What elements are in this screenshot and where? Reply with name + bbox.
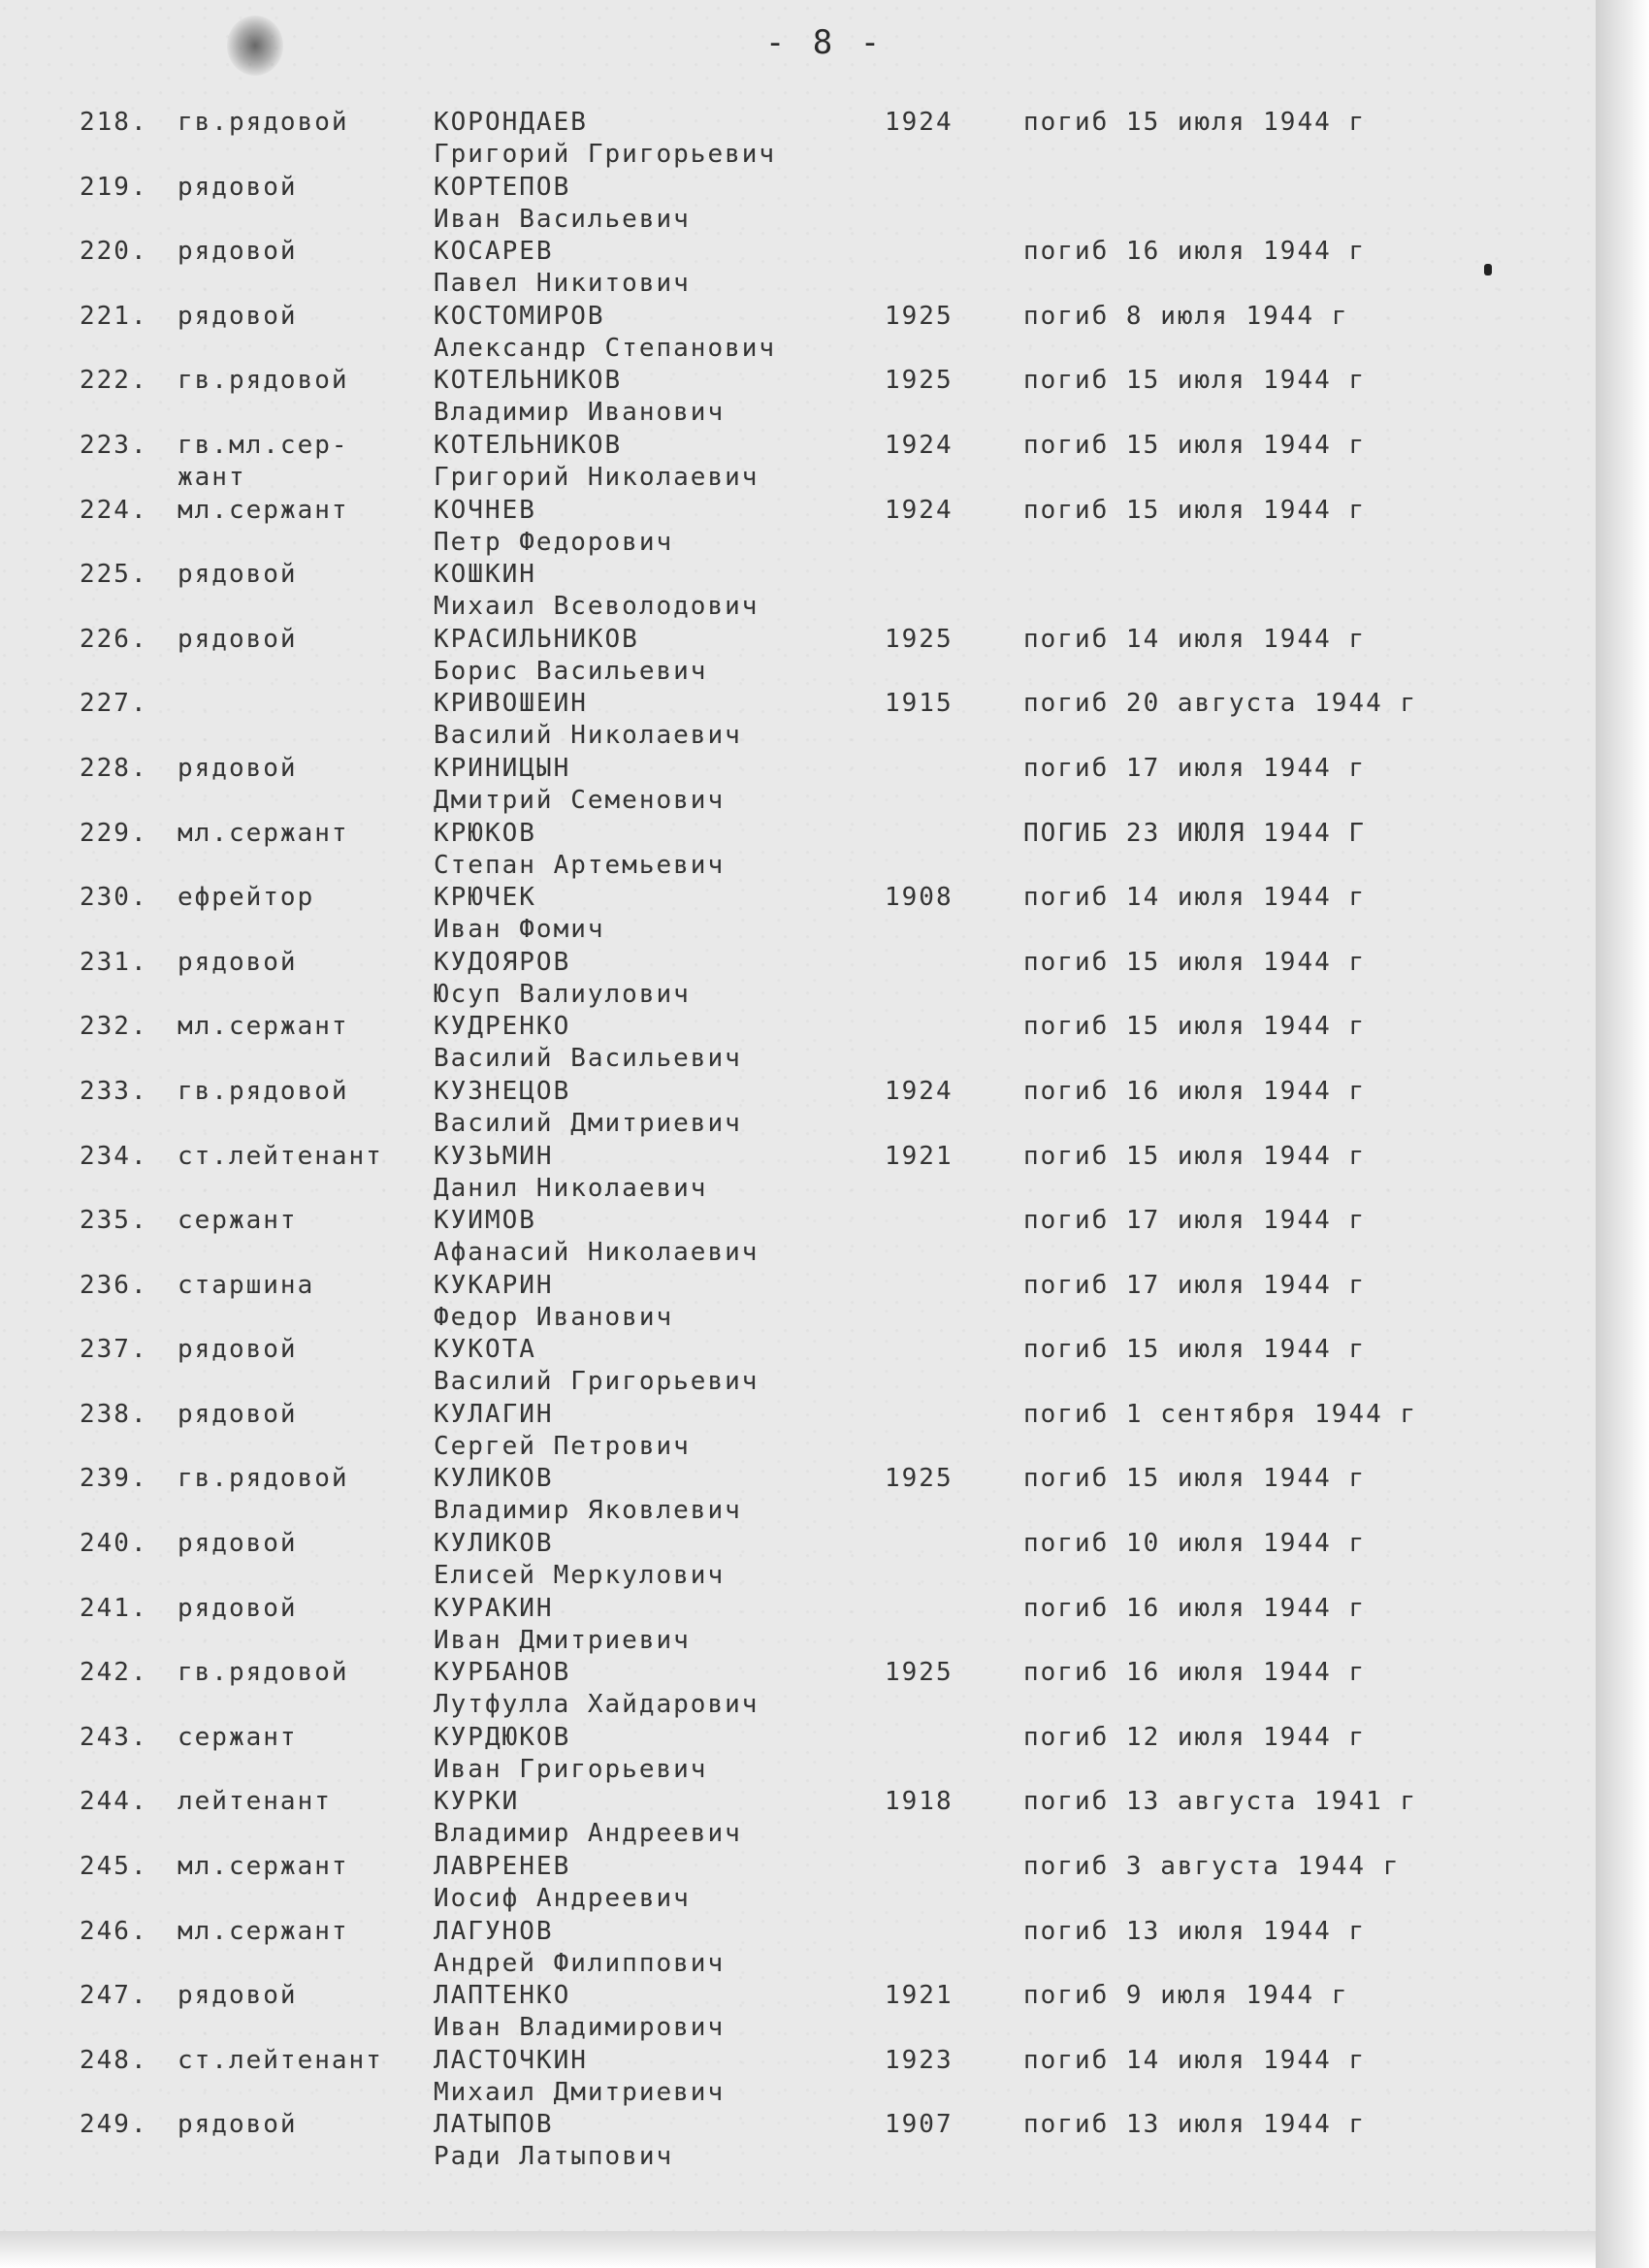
record-number: 246. (80, 1916, 148, 1946)
record-number: 236. (80, 1270, 148, 1300)
rank: гв.рядовой (178, 1076, 349, 1106)
surname: КРЮЧЕК (434, 883, 536, 913)
record-row (0, 365, 1596, 430)
record-number: 239. (80, 1464, 148, 1494)
given-name: Федор Иванович (434, 1302, 674, 1332)
surname: КОШКИН (434, 560, 536, 590)
surname: ЛАГУНОВ (434, 1916, 554, 1946)
record-row (0, 1980, 1596, 2045)
surname: КОЧНЕВ (434, 495, 536, 525)
fate: погиб 17 июля 1944 г (1023, 1270, 1367, 1300)
surname: КОТЕЛЬНИКОВ (434, 366, 623, 396)
given-name: Григорий Григорьевич (434, 140, 777, 169)
record-number: 235. (80, 1206, 148, 1236)
record-row (0, 1593, 1596, 1658)
record-row (0, 753, 1596, 818)
rank: мл.сержант (178, 818, 349, 848)
birth-year: 1925 (885, 624, 954, 654)
rank: гв.рядовой (178, 1658, 349, 1688)
rank: мл.сержант (178, 495, 349, 525)
given-name: Иван Фомич (434, 915, 605, 945)
rank-continued: жант (178, 462, 246, 492)
rank: мл.сержант (178, 1012, 349, 1042)
record-row (0, 1334, 1596, 1399)
record-number: 242. (80, 1658, 148, 1688)
fate: ПОГИБ 23 ИЮЛЯ 1944 Г (1023, 818, 1367, 848)
birth-year: 1924 (885, 108, 954, 137)
rank: рядовой (178, 237, 298, 267)
record-row (0, 1205, 1596, 1270)
fate: погиб 16 июля 1944 г (1023, 237, 1367, 267)
fate: погиб 10 июля 1944 г (1023, 1529, 1367, 1559)
record-number: 228. (80, 753, 148, 783)
surname: КОРТЕПОВ (434, 172, 571, 202)
surname: КУРДЮКОВ (434, 1722, 571, 1752)
record-number: 240. (80, 1529, 148, 1559)
surname: КОСАРЕВ (434, 237, 554, 267)
fate: погиб 17 июля 1944 г (1023, 1206, 1367, 1236)
given-name: Владимир Андреевич (434, 1819, 742, 1849)
rank: ефрейтор (178, 883, 315, 913)
record-row (0, 1011, 1596, 1076)
record-row (0, 1463, 1596, 1528)
given-name: Лутфулла Хайдарович (434, 1690, 760, 1720)
given-name: Иван Григорьевич (434, 1754, 708, 1784)
given-name: Афанасий Николаевич (434, 1238, 760, 1268)
birth-year: 1925 (885, 301, 954, 331)
rank: рядовой (178, 624, 298, 654)
rank: рядовой (178, 753, 298, 783)
page-number: - 8 - (764, 23, 885, 62)
record-row (0, 107, 1596, 172)
surname: КУРАКИН (434, 1593, 554, 1623)
fate: погиб 16 июля 1944 г (1023, 1658, 1367, 1688)
surname: КУЛАГИН (434, 1399, 554, 1429)
given-name: Ради Латыпович (434, 2142, 674, 2172)
rank: рядовой (178, 301, 298, 331)
record-number: 238. (80, 1399, 148, 1429)
fate: погиб 9 июля 1944 г (1023, 1981, 1349, 2011)
birth-year: 1907 (885, 2110, 954, 2140)
given-name: Борис Васильевич (434, 656, 708, 686)
fate: погиб 15 июля 1944 г (1023, 366, 1367, 396)
rank: рядовой (178, 1593, 298, 1623)
surname: КУЗНЕЦОВ (434, 1076, 571, 1106)
given-name: Петр Федорович (434, 527, 674, 557)
casualty-list (0, 107, 1596, 2174)
fate: погиб 15 июля 1944 г (1023, 1012, 1367, 1042)
birth-year: 1921 (885, 1141, 954, 1171)
fate: погиб 14 июля 1944 г (1023, 883, 1367, 913)
fate: погиб 17 июля 1944 г (1023, 753, 1367, 783)
rank: рядовой (178, 172, 298, 202)
given-name: Михаил Всеволодович (434, 592, 760, 622)
birth-year: 1925 (885, 1658, 954, 1688)
record-row (0, 236, 1596, 301)
record-number: 237. (80, 1335, 148, 1365)
rank: мл.сержант (178, 1916, 349, 1946)
given-name: Иван Владимирович (434, 2013, 726, 2043)
record-row (0, 818, 1596, 883)
record-number: 249. (80, 2110, 148, 2140)
rank: мл.сержант (178, 1852, 349, 1882)
birth-year: 1923 (885, 2045, 954, 2075)
given-name: Григорий Николаевич (434, 462, 760, 492)
rank: сержант (178, 1722, 298, 1752)
given-name: Андрей Филиппович (434, 1948, 726, 1978)
birth-year: 1924 (885, 1076, 954, 1106)
rank: гв.мл.сер- (178, 430, 349, 460)
record-number: 232. (80, 1012, 148, 1042)
given-name: Владимир Иванович (434, 398, 726, 428)
record-row (0, 1786, 1596, 1851)
fate: погиб 8 июля 1944 г (1023, 301, 1349, 331)
record-number: 244. (80, 1787, 148, 1817)
record-row (0, 430, 1596, 495)
given-name: Сергей Петрович (434, 1431, 691, 1461)
record-number: 223. (80, 430, 148, 460)
record-row (0, 2045, 1596, 2110)
birth-year: 1915 (885, 689, 954, 719)
birth-year: 1925 (885, 366, 954, 396)
surname: КУКАРИН (434, 1270, 554, 1300)
surname: КУЛИКОВ (434, 1464, 554, 1494)
scan-bottom-shadow (0, 2231, 1596, 2268)
record-row (0, 1399, 1596, 1464)
surname: ЛАТЫПОВ (434, 2110, 554, 2140)
record-number: 221. (80, 301, 148, 331)
fate: погиб 15 июля 1944 г (1023, 947, 1367, 977)
given-name: Дмитрий Семенович (434, 785, 726, 815)
birth-year: 1918 (885, 1787, 954, 1817)
birth-year: 1921 (885, 1981, 954, 2011)
fate: погиб 15 июля 1944 г (1023, 1335, 1367, 1365)
surname: ЛАВРЕНЕВ (434, 1852, 571, 1882)
rank: рядовой (178, 1335, 298, 1365)
given-name: Василий Николаевич (434, 721, 742, 751)
surname: КОРОНДАЕВ (434, 108, 588, 137)
surname: КУЛИКОВ (434, 1529, 554, 1559)
record-number: 245. (80, 1852, 148, 1882)
birth-year: 1924 (885, 495, 954, 525)
given-name: Владимир Яковлевич (434, 1496, 742, 1526)
record-row (0, 2109, 1596, 2174)
record-row (0, 1076, 1596, 1141)
fate: погиб 20 августа 1944 г (1023, 689, 1418, 719)
surname: КРИВОШЕИН (434, 689, 588, 719)
record-row (0, 559, 1596, 624)
fate: погиб 12 июля 1944 г (1023, 1722, 1367, 1752)
fate: погиб 15 июля 1944 г (1023, 1141, 1367, 1171)
rank: сержант (178, 1206, 298, 1236)
record-row (0, 947, 1596, 1012)
surname: КОСТОМИРОВ (434, 301, 605, 331)
surname: КУРБАНОВ (434, 1658, 571, 1688)
record-row (0, 882, 1596, 947)
fate: погиб 15 июля 1944 г (1023, 430, 1367, 460)
fate: погиб 15 июля 1944 г (1023, 1464, 1367, 1494)
record-number: 218. (80, 108, 148, 137)
fate: погиб 14 июля 1944 г (1023, 624, 1367, 654)
given-name: Василий Григорьевич (434, 1367, 760, 1397)
rank: гв.рядовой (178, 1464, 349, 1494)
given-name: Павел Никитович (434, 269, 691, 299)
surname: ЛАСТОЧКИН (434, 2045, 588, 2075)
rank: гв.рядовой (178, 366, 349, 396)
record-number: 220. (80, 237, 148, 267)
birth-year: 1925 (885, 1464, 954, 1494)
birth-year: 1908 (885, 883, 954, 913)
scan-edge-shadow (1596, 0, 1649, 2268)
record-number: 234. (80, 1141, 148, 1171)
given-name: Степан Артемьевич (434, 850, 726, 880)
rank: рядовой (178, 1399, 298, 1429)
record-row (0, 1851, 1596, 1916)
record-number: 243. (80, 1722, 148, 1752)
surname: КРАСИЛЬНИКОВ (434, 624, 639, 654)
record-row (0, 1916, 1596, 1981)
rank: ст.лейтенант (178, 1141, 383, 1171)
record-number: 248. (80, 2045, 148, 2075)
record-number: 222. (80, 366, 148, 396)
surname: КУКОТА (434, 1335, 536, 1365)
fate: погиб 16 июля 1944 г (1023, 1076, 1367, 1106)
record-row (0, 688, 1596, 753)
surname: КУЗЬМИН (434, 1141, 554, 1171)
fate: погиб 13 июля 1944 г (1023, 1916, 1367, 1946)
fate: погиб 3 августа 1944 г (1023, 1852, 1401, 1882)
rank: старшина (178, 1270, 315, 1300)
surname: КОТЕЛЬНИКОВ (434, 430, 623, 460)
record-row (0, 1722, 1596, 1787)
record-row (0, 624, 1596, 689)
surname: ЛАПТЕНКО (434, 1981, 571, 2011)
given-name: Юсуп Валиулович (434, 979, 691, 1009)
fate: погиб 15 июля 1944 г (1023, 108, 1367, 137)
record-number: 225. (80, 560, 148, 590)
record-row (0, 1141, 1596, 1206)
given-name: Елисей Меркулович (434, 1561, 726, 1591)
record-row (0, 1528, 1596, 1593)
fate: погиб 13 июля 1944 г (1023, 2110, 1367, 2140)
record-number: 230. (80, 883, 148, 913)
rank: рядовой (178, 2110, 298, 2140)
given-name: Иван Васильевич (434, 204, 691, 234)
record-row (0, 1270, 1596, 1335)
surname: КУРКИ (434, 1787, 520, 1817)
given-name: Данил Николаевич (434, 1173, 708, 1203)
birth-year: 1924 (885, 430, 954, 460)
given-name: Василий Дмитриевич (434, 1108, 742, 1138)
record-row (0, 301, 1596, 366)
record-number: 226. (80, 624, 148, 654)
rank: рядовой (178, 947, 298, 977)
given-name: Иван Дмитриевич (434, 1625, 691, 1655)
surname: КРЮКОВ (434, 818, 536, 848)
given-name: Иосиф Андреевич (434, 1884, 691, 1914)
given-name: Михаил Дмитриевич (434, 2077, 726, 2107)
surname: КУИМОВ (434, 1206, 536, 1236)
fate: погиб 1 сентября 1944 г (1023, 1399, 1418, 1429)
record-number: 241. (80, 1593, 148, 1623)
record-number: 231. (80, 947, 148, 977)
record-number: 219. (80, 172, 148, 202)
record-row (0, 172, 1596, 237)
record-number: 224. (80, 495, 148, 525)
rank: ст.лейтенант (178, 2045, 383, 2075)
fate: погиб 16 июля 1944 г (1023, 1593, 1367, 1623)
record-number: 227. (80, 689, 148, 719)
surname: КРИНИЦЫН (434, 753, 571, 783)
record-number: 229. (80, 818, 148, 848)
given-name: Александр Степанович (434, 333, 777, 363)
rank: рядовой (178, 1529, 298, 1559)
record-row (0, 495, 1596, 560)
rank: рядовой (178, 1981, 298, 2011)
surname: КУДРЕНКО (434, 1012, 571, 1042)
rank: гв.рядовой (178, 108, 349, 137)
record-number: 233. (80, 1076, 148, 1106)
surname: КУДОЯРОВ (434, 947, 571, 977)
fate: погиб 14 июля 1944 г (1023, 2045, 1367, 2075)
given-name: Василий Васильевич (434, 1044, 742, 1074)
record-row (0, 1657, 1596, 1722)
rank: рядовой (178, 560, 298, 590)
record-number: 247. (80, 1981, 148, 2011)
fate: погиб 15 июля 1944 г (1023, 495, 1367, 525)
rank: лейтенант (178, 1787, 332, 1817)
fate: погиб 13 августа 1941 г (1023, 1787, 1418, 1817)
